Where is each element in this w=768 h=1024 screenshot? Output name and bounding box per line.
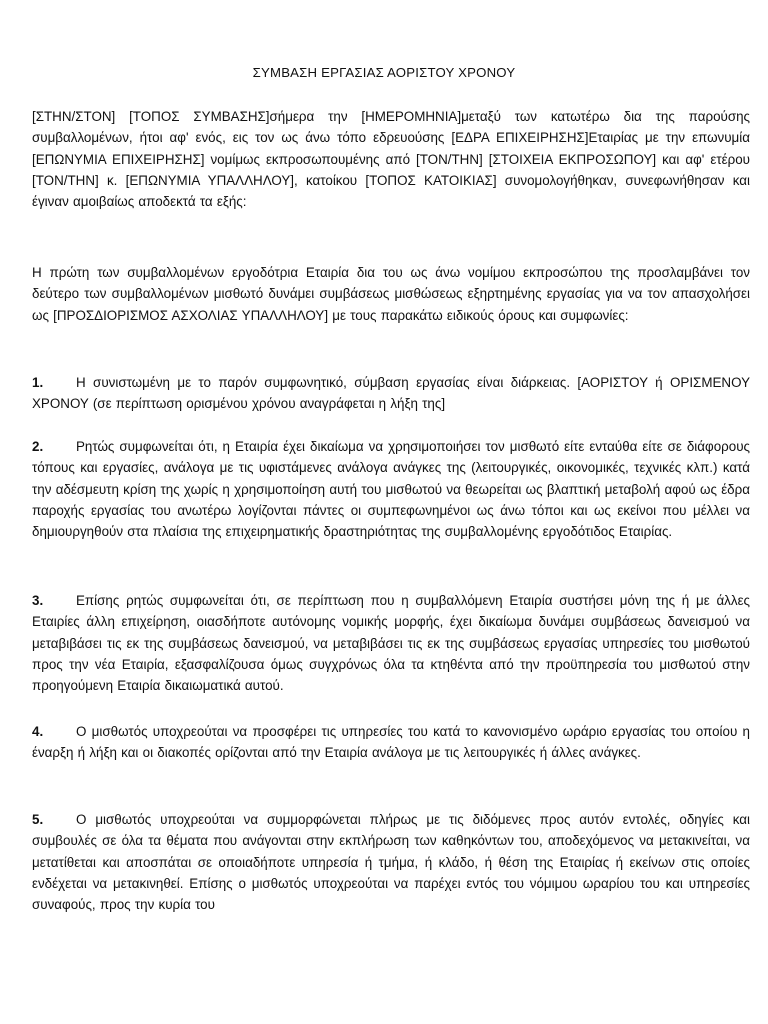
preamble-paragraph: Η πρώτη των συμβαλλομένων εργοδότρια Εταιρία δια του ως άνω νομίμου εκπροσώπου της προσλαμβάνει τον δεύτερο των συμβαλλομένων μισθωτό δυνάμει συμβάσεως μισθώσεως εξηρτημένης εργασίας για να τον απασχολήσει ως [ΠΡΟΣΔΙΟΡΙΣΜΟΣ ΑΣΧΟΛΙΑΣ ΥΠΑΛΛΗΛΟΥ] με τους παρακάτω ειδικούς όρους και συμφωνίες:: [32, 265, 750, 323]
clause-number: 1.: [32, 375, 44, 390]
clause-text: Επίσης ρητώς συμφωνείται ότι, σε περίπτωση που η συμβαλλόμενη Εταιρία συστήσει μόνη της ή με άλλες Εταιρίες άλλη επιχείρηση, οιασδήποτε αυτόνομης νομικής μορφής, έχει δικαίωμα δυνάμει συμβάσεως δανεισμού να μεταβιβάσει τις εκ της συμβάσεως δανεισμού, να μεταβιβάσει τις εκ της συμβάσεως εργασίας υπηρεσίες του μισθωτού προς την νέα Εταιρία, εξασφαλίζουσα όμως συγχρόνως όλα τα κτηθέντα από την προϋπηρεσία του μισθωτού στην προηγούμενη Εταιρία δικαιωματικά αυτού.: [32, 593, 750, 694]
clause-number: 2.: [32, 439, 44, 454]
clause-number: 5.: [32, 812, 44, 827]
clause-text: Ρητώς συμφωνείται ότι, η Εταιρία έχει δικαίωμα να χρησιμοποιήσει τον μισθωτό είτε ενταύθα είτε σε διάφορους τόπους και εργασίες, ανάλογα με τις υφιστάμενες ανάλογα ανάγκες της (λειτουργικές, οικονομικές, τεχνικές κλπ.) κατά την αδέσμευτη κρίση της χωρίς η χρησιμοποίηση αυτή του μισθωτού να θεωρείται ως βλαπτική μεταβολή αφού ως έδρα παροχής εργασίας του ανωτέρω λογίζονται πάντες οι συμπεφωνημένοι ως άνω τόποι και ως εκείνοι που μέλλει να δημιουργηθούν στα πλαίσια της επιχειρηματικής δραστηριότητας της συμβαλλομένης εργοδότιδος Εταιρίας.: [32, 439, 750, 540]
clause-3: [32, 590, 750, 696]
intro-paragraph: [ΣΤΗΝ/ΣΤΟΝ] [ΤΟΠΟΣ ΣΥΜΒΑΣΗΣ]σήμερα την [ΗΜΕΡΟΜΗΝΙΑ]μεταξύ των κατωτέρω δια της παρούσης συμβαλλομένων, ήτοι αφ' ενός, εις τον ως άνω τόπο εδρευούσης [ΕΔΡΑ ΕΠΙΧΕΙΡΗΣΗΣ]Εταιρίας με την επωνυμία [ΕΠΩΝΥΜΙΑ ΕΠΙΧΕΙΡΗΣΗΣ] νομίμως εκπροσωπουμένης από [ΤΟΝ/ΤΗΝ] [ΣΤΟΙΧΕΙΑ ΕΚΠΡΟΣΩΠΟΥ] και αφ' ετέρου [ΤΟΝ/ΤΗΝ] κ. [ΕΠΩΝΥΜΙΑ ΥΠΑΛΛΗΛΟΥ], κατοίκου [ΤΟΠΟΣ ΚΑΤΟΙΚΙΑΣ] συνομολογήθηκαν, συνεφωνήθησαν και έγιναν αμοιβαίως αποδεκτά τα εξής:: [32, 109, 750, 210]
clause-text: Η συνιστωμένη με το παρόν συμφωνητικό, σύμβαση εργασίας είναι διάρκειας. [ΑΟΡΙΣΤΟΥ ή ΟΡΙΣΜΕΝΟΥ ΧΡΟΝΟΥ (σε περίπτωση ορισμένου χρόνου αναγράφεται η λήξη της]: [32, 375, 750, 412]
clause-number: 4.: [32, 724, 44, 739]
clause-text: Ο μισθωτός υποχρεούται να συμμορφώνεται πλήρως με τις διδόμενες προς αυτόν εντολές, οδηγίες και συμβουλές σε όλα τα θέματα που ανάγονται στην εκπλήρωση των καθηκόντων του, αποδεχόμενος να μετακινείται, να μετατίθεται και αποσπάται σε οποιαδήποτε υπηρεσία ή τμήμα, ή κλάδο, ή θέση της Εταιρίας ή εκείνων στις οποίες ενδέχεται να μετακινηθεί. Επίσης ο μισθωτός υποχρεούται να παρέχει εντός του νόμιμου ωραρίου του και υπηρεσίες συναφούς, προς την κυρία του: [32, 812, 750, 913]
clause-5: [32, 809, 750, 915]
clause-1: [32, 372, 750, 415]
clause-4: [32, 721, 750, 764]
document-title: ΣΥΜΒΑΣΗ ΕΡΓΑΣΙΑΣ ΑΟΡΙΣΤΟΥ ΧΡΟΝΟΥ: [252, 65, 516, 80]
clause-text: Ο μισθωτός υποχρεούται να προσφέρει τις υπηρεσίες του κατά το κανονισμένο ωράριο εργασίας του οποίου η έναρξη ή λήξη και οι διακοπές ορίζονται από την Εταιρία ανάλογα με τις λειτουργικές ή άλλες ανάγκες.: [32, 724, 750, 761]
clause-2: [32, 436, 750, 542]
clause-number: 3.: [32, 593, 44, 608]
